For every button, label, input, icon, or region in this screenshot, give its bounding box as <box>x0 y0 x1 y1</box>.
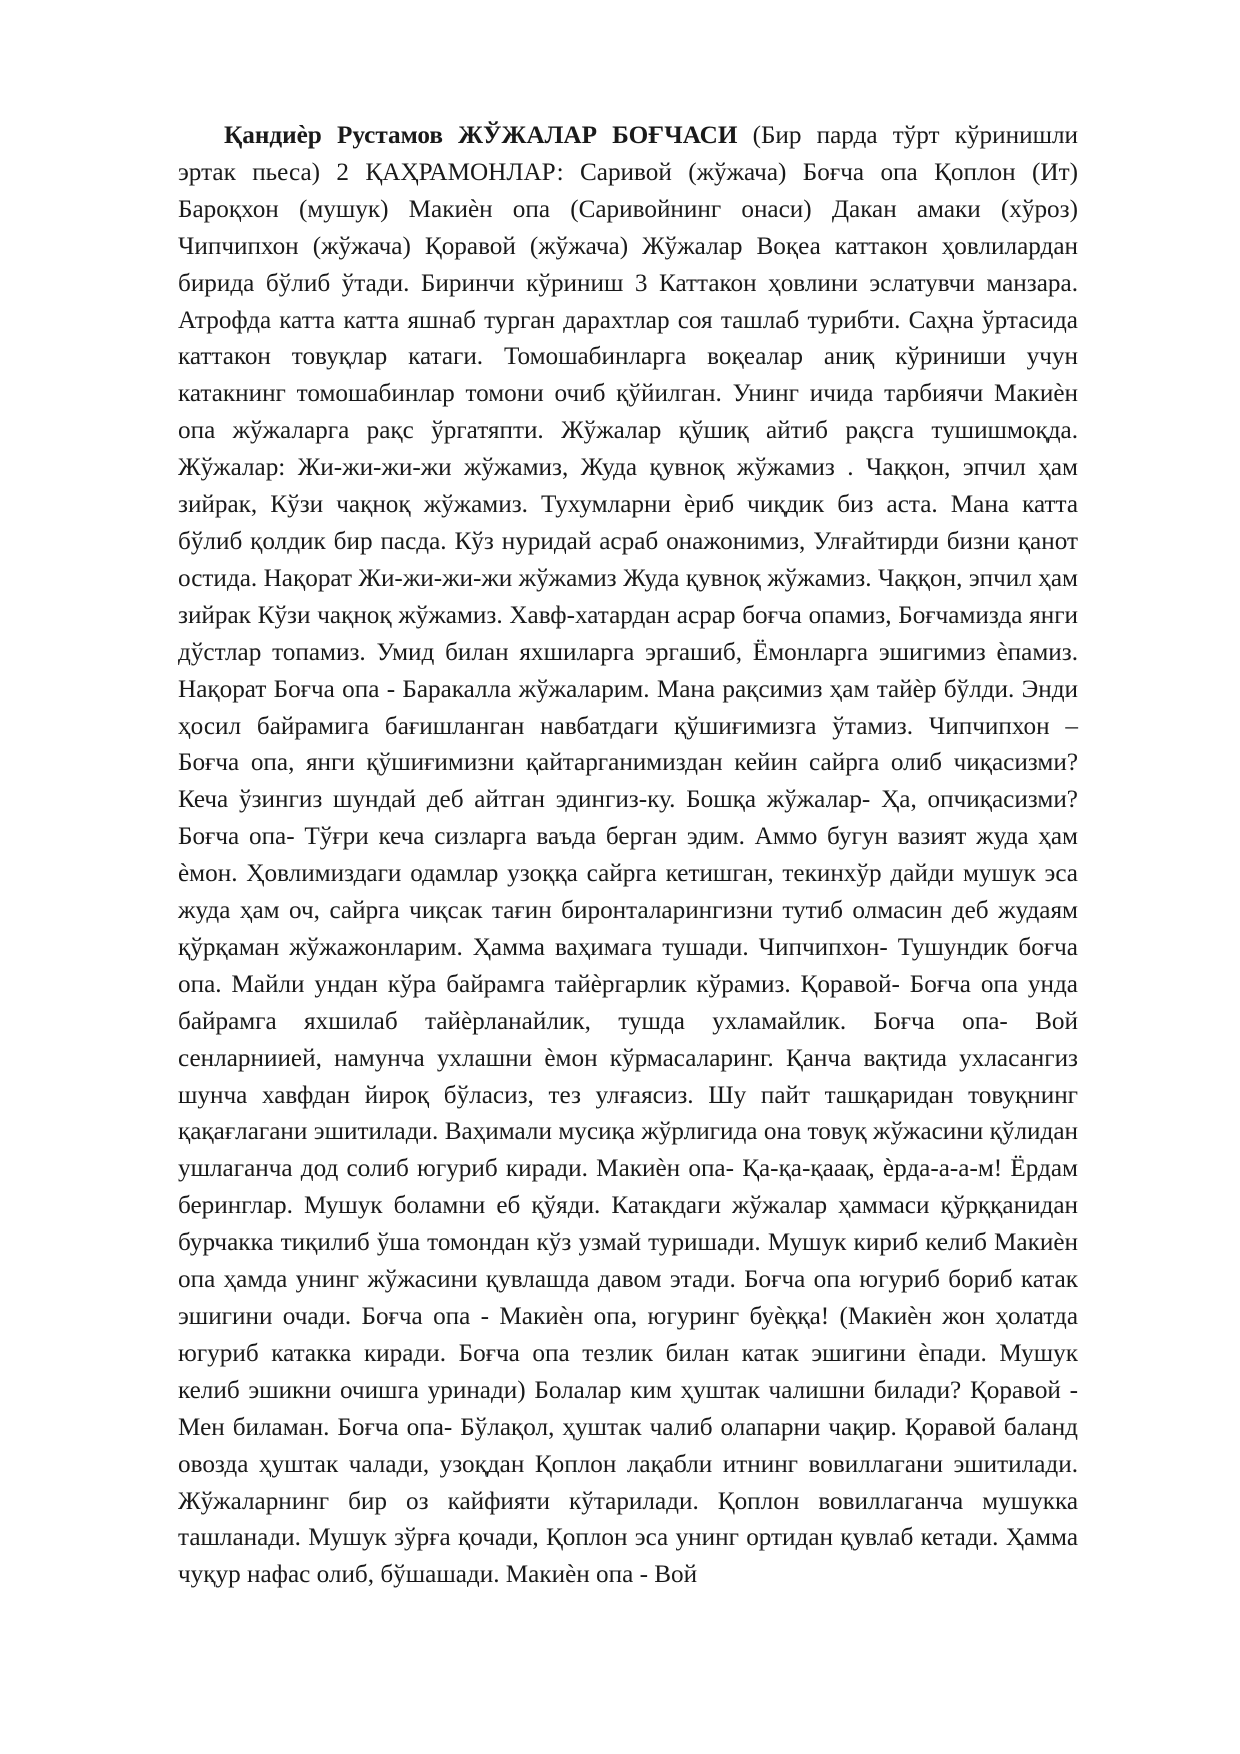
document-page <box>178 118 1078 1594</box>
document-title: Қандиѐр Рустамов ЖЎЖАЛАР БОҒЧАСИ <box>224 122 738 149</box>
body-paragraph <box>178 118 1078 1594</box>
body-text: (Бир парда тўрт кўринишли эртак пьеса) 2 ҚАҲРАМОНЛАР: Саривой (жўжача) Боғча опа Қоплон (Ит) Бароқхон (мушук) Макиѐн опа (Саривойнинг онаси) Дакан амаки (хўроз) Чипчипхон (жўжача) Қоравой (жўжача) Жўжалар Воқеа каттакон ҳовлилардан бирида бўлиб ўтади. Биринчи кўриниш 3 Каттакон ҳовлини эслатувчи манзара. Атрофда катта катта яшнаб турган дарахтлар соя ташлаб турибти. Саҳна ўртасида каттакон товуқлар катаги. Томошабинларга воқеалар аниқ кўриниши учун катакнинг томошабинлар томони очиб қўйилган. Унинг ичида тарбиячи Макиѐн опа жўжаларга рақс ўргатяпти. Жўжалар қўшиқ айтиб рақсга тушишмоқда. Жўжалар: Жи-жи-жи-жи жўжамиз, Жуда қувноқ жўжамиз . Чаққон, эпчил ҳам зийрак, Кўзи чақноқ жўжамиз. Тухумларни ѐриб чиқдик биз аста. Мана катта бўлиб қолдик бир пасда. Кўз нуридай асраб онажонимиз, Улғайтирди бизни қанот остида. Нақорат Жи-жи-жи-жи жўжамиз Жуда қувноқ жўжамиз. Чаққон, эпчил ҳам зийрак Кўзи чақноқ жўжамиз. Хавф-хатардан асрар боғча опамиз, Боғчамизда янги дўстлар топамиз. Умид билан яхшиларга эргашиб, Ёмонларга эшигимиз ѐпамиз. Нақорат Боғча опа - Баракалла жўжаларим. Мана рақсимиз ҳам тайѐр бўлди. Энди ҳосил байрамига бағишланган навбатдаги қўшиғимизга ўтамиз. Чипчипхон – Боғча опа, янги қўшиғимизни қайтарганимиздан кейин сайрга олиб чиқасизми? Кеча ўзингиз шундай деб айтган эдингиз-ку. Бошқа жўжалар- Ҳа, опчиқасизми? Боғча опа- Тўғри кеча сизларга ваъда берган эдим. Аммо бугун вазият жуда ҳам ѐмон. Ҳовлимиздаги одамлар узоққа сайрга кетишган, текинхўр дайди мушук эса жуда ҳам оч, сайрга чиқсак тағин биронталарингизни тутиб олмасин деб жудаям қўрқаман жўжажонларим. Ҳамма ваҳимага тушади. Чипчипхон- Тушундик боғча опа. Майли ундан кўра байрамга тайѐргарлик кўрамиз. Қоравой- Боғча опа унда байрамга яхшилаб тайѐрланайлик, тушда ухламайлик. Боғча опа- Вой сенларниией, намунча ухлашни ѐмон кўрмасаларинг. Қанча вақтида ухласангиз шунча хавфдан йироқ бўласиз, тез улғаясиз. Шу пайт ташқаридан товуқнинг қақағлагани эшитилади. Ваҳимали мусиқа жўрлигида она товуқ жўжасини қўлидан ушлаганча дод солиб югуриб киради. Макиѐн опа- Қа-қа-қааақ, ѐрда-а-а-м! Ёрдам беринглар. Мушук боламни еб қўяди. Катакдаги жўжалар ҳаммаси қўрққанидан бурчакка тиқилиб ўша томондан кўз узмай туришади. Мушук кириб келиб Макиѐн опа ҳамда унинг жўжасини қувлашда давом этади. Боғча опа югуриб бориб катак эшигини очади. Боғча опа - Макиѐн опа, югуринг буѐққа! (Макиѐн жон ҳолатда югуриб катакка киради. Боғча опа тезлик билан катак эшигини ѐпади. Мушук келиб эшикни очишга уринади) Болалар ким ҳуштак чалишни билади? Қоравой - Мен биламан. Боғча опа- Бўлақол, ҳуштак чалиб олапарни чақир. Қоравой баланд овозда ҳуштак чалади, узоқдан Қоплон лақабли итнинг вовиллагани эшитилади. Жўжаларнинг бир оз кайфияти кўтарилади. Қоплон вовиллаганча мушукка ташланади. Мушук зўрға қочади, Қоплон эса унинг ортидан қувлаб кетади. Ҳамма чуқур нафас олиб, бўшашади. Макиѐн опа - Вой <box>178 122 1079 1589</box>
